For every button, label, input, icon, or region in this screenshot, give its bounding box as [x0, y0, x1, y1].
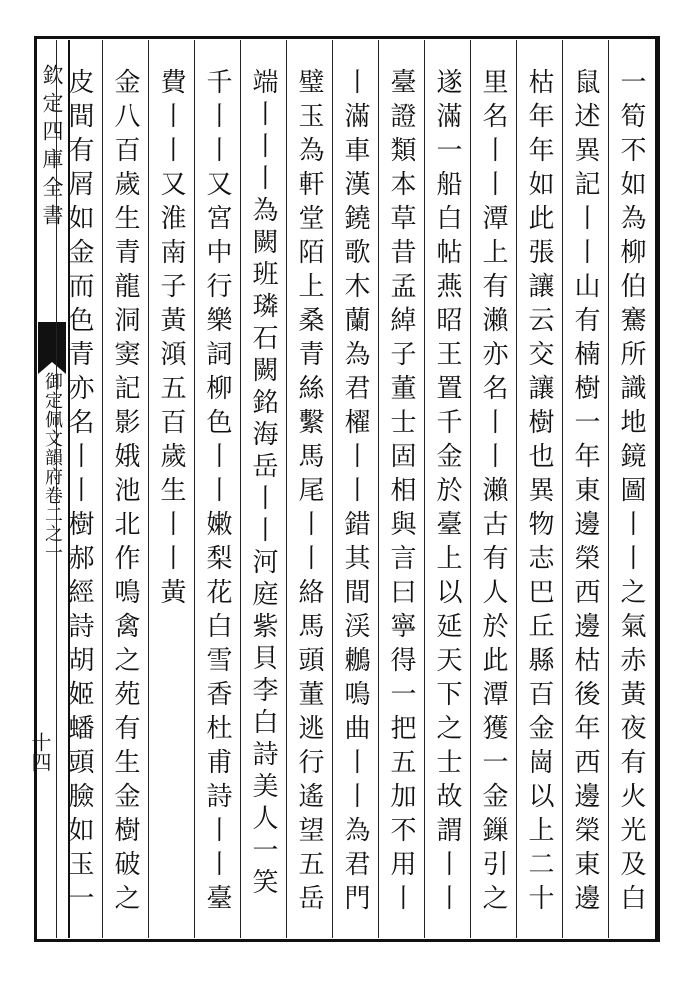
column-text: 端丨丨丨為闕班璘石闕銘海岳丨丨河庭紫貝李白詩美人一笑: [248, 68, 278, 900]
column-text: 丨滿車漢鐃歌木蘭為君櫂丨丨錯其間渓鶒鳴曲丨丨為君門: [340, 68, 370, 918]
column-text: 千丨丨又宮中行樂詞柳色丨丨嫩梨花白雪香杜甫詩丨丨臺: [202, 68, 232, 918]
column-text: 枯年年如此張讓云交讓樹也異物志巴丘縣百金崗以上二十: [524, 68, 554, 918]
text-column-6: [378, 40, 424, 938]
text-column-9: [240, 40, 286, 938]
column-text: 里名丨丨潭上有瀨亦名丨丨瀨古有人於此潭獲一金鏁引之: [478, 68, 508, 918]
text-column-4: [470, 40, 516, 938]
column-text: 皮間有屑如金而色青亦名丨丨樹郝經詩胡姬蟠頭臉如玉一: [64, 68, 94, 918]
page-number: 十四: [28, 732, 52, 772]
text-column-7: [332, 40, 378, 938]
column-text: 金八百歲生青龍洞窦記影娥池北作鳴禽之苑有生金樹破之: [110, 68, 140, 918]
text-column-11: [148, 40, 194, 938]
text-column-5: [424, 40, 470, 938]
text-column-1: [608, 40, 654, 938]
column-text: 鼠述異記丨丨山有楠樹一年東邊榮西邊枯後年西邊榮東邊: [570, 68, 600, 918]
text-column-10: [194, 40, 240, 938]
text-column-8: [286, 40, 332, 938]
text-column-12: [102, 40, 148, 938]
column-text: 一筍不如為柳伯騫所識地鏡圖丨丨之氣赤黃夜有火光及白: [616, 68, 646, 918]
text-columns: [64, 40, 654, 938]
text-column-13: [56, 40, 102, 938]
column-text: 遂滿一船白帖燕昭王置千金於臺上以延天下之士故謂丨丨: [432, 68, 462, 918]
collection-title: 欽定四庫全書: [40, 64, 64, 232]
text-column-2: [562, 40, 608, 938]
book-title: 御定佩文韻府卷二之一: [42, 372, 63, 562]
column-text: 璧玉為軒堂陌上桑青絲繫馬尾丨丨絡馬頭董逃行遙望五岳: [294, 68, 324, 918]
column-text: 費丨丨又淮南子黃澒五百歲生丨丨黃: [156, 68, 186, 612]
column-text: 臺證類本草昔孟綽子董士固相與言曰寧得一把五加不用丨: [386, 68, 416, 918]
page-border-right: [655, 36, 660, 942]
text-column-3: [516, 40, 562, 938]
